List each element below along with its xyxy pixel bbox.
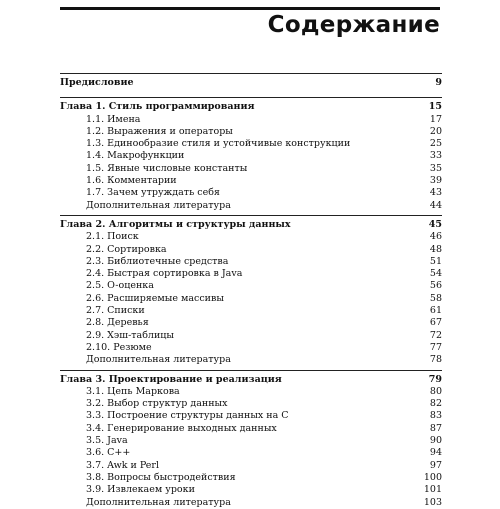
toc-entry-label: 2.5. O-оценка	[86, 280, 154, 292]
toc-entry-page: 77	[429, 341, 442, 353]
toc-entry-page: 45	[428, 218, 442, 230]
toc-entry-label: 2.9. Хэш-таблицы	[86, 329, 174, 341]
toc-entry-label: 1.2. Выражения и операторы	[86, 125, 233, 137]
toc-entry-label: 3.4. Генерирование выходных данных	[86, 422, 277, 434]
toc-item	[60, 330, 442, 342]
toc-entry-label: 2.4. Быстрая сортировка в Java	[86, 268, 243, 280]
toc-entry-label: Дополнительная литература	[86, 199, 231, 211]
toc-item	[60, 410, 442, 422]
toc-entry-label: 3.8. Вопросы быстродействия	[86, 471, 236, 483]
toc-item	[60, 244, 442, 256]
toc-entry-label: 3.7. Awk и Perl	[86, 459, 160, 471]
toc-entry-page: 103	[423, 496, 442, 508]
toc-entry-label: Глава 3. Проектирование и реализация	[60, 373, 282, 385]
toc-chapter-1	[60, 101, 442, 113]
toc-entry-page: 56	[429, 280, 442, 292]
toc-entry-label: 2.10. Резюме	[86, 341, 152, 353]
toc-item	[60, 423, 442, 435]
toc-item	[60, 138, 442, 150]
toc-entry-label: Глава 2. Алгоритмы и структуры данных	[60, 218, 291, 230]
top-rule	[60, 7, 440, 10]
toc-entry-page: 9	[435, 77, 442, 88]
toc-entry-page: 39	[429, 175, 442, 187]
toc-item	[60, 354, 442, 366]
toc-entry-page: 48	[429, 243, 442, 255]
toc-entry-label: Дополнительная литература	[86, 496, 231, 508]
toc-item	[60, 256, 442, 268]
toc-entry-page: 35	[429, 162, 442, 174]
toc-item	[60, 200, 442, 212]
toc-entry-page: 58	[429, 292, 442, 304]
toc-entry-label: 2.8. Деревья	[86, 317, 149, 329]
toc-item	[60, 472, 442, 484]
toc-entry-label: 1.1. Имена	[86, 113, 141, 125]
toc-entry-label: 3.1. Цепь Маркова	[86, 385, 180, 397]
toc-entry-page: 97	[429, 459, 442, 471]
toc-entry-page: 82	[429, 398, 442, 410]
toc-entry-label: Дополнительная литература	[86, 354, 231, 366]
toc-entry-page: 25	[429, 138, 442, 150]
divider	[60, 370, 442, 371]
toc-preface	[60, 77, 442, 89]
toc-entry-label: 3.9. Извлекаем уроки	[86, 484, 195, 496]
toc-item	[60, 386, 442, 398]
toc-entry-label: 1.5. Явные числовые константы	[86, 162, 248, 174]
toc-item	[60, 447, 442, 459]
toc-entry-page: 67	[429, 317, 442, 329]
toc-item	[60, 280, 442, 292]
toc-entry-page: 20	[429, 125, 442, 137]
toc-entry-page: 44	[429, 199, 442, 211]
toc-entry-page: 72	[429, 329, 442, 341]
toc-entry-label: 1.7. Зачем утруждать себя	[86, 187, 220, 199]
toc-item	[60, 342, 442, 354]
toc-entry-label: 2.1. Поиск	[86, 231, 139, 243]
divider	[60, 97, 442, 98]
toc-entry-page: 46	[429, 231, 442, 243]
toc-entry-page: 100	[423, 471, 442, 483]
toc-entry-label: 2.2. Сортировка	[86, 243, 167, 255]
toc-entry-label: 2.3. Библиотечные средства	[86, 255, 229, 267]
toc-chapter-3	[60, 374, 442, 386]
toc-entry-label: 1.3. Единообразие стиля и устойчивые конструкции	[86, 138, 351, 150]
toc-entry-label: 3.3. Построение структуры данных на C	[86, 410, 289, 422]
toc-entry-page: 15	[428, 101, 442, 113]
toc-item	[60, 126, 442, 138]
page-title: Содержание	[267, 12, 440, 38]
toc-entry-page: 83	[429, 410, 442, 422]
toc-entry-page: 80	[429, 385, 442, 397]
divider	[60, 73, 442, 74]
toc-entry-page: 87	[429, 422, 442, 434]
toc-entry-page: 90	[429, 435, 442, 447]
toc-entry-page: 61	[429, 305, 442, 317]
toc-entry-page: 78	[429, 354, 442, 366]
toc-entry-label: 2.6. Расширяемые массивы	[86, 292, 224, 304]
toc-item	[60, 497, 442, 509]
toc-entry-page: 51	[429, 255, 442, 267]
toc-item	[60, 305, 442, 317]
toc-entry-page: 54	[429, 268, 442, 280]
toc-item	[60, 293, 442, 305]
toc-item	[60, 484, 442, 496]
toc-item	[60, 317, 442, 329]
toc-entry-label: 2.7. Списки	[86, 305, 145, 317]
table-of-contents	[60, 70, 442, 509]
toc-item	[60, 231, 442, 243]
toc-entry-page: 43	[429, 187, 442, 199]
toc-entry-label: 3.6. C++	[86, 447, 131, 459]
toc-item	[60, 163, 442, 175]
toc-item	[60, 398, 442, 410]
toc-item	[60, 268, 442, 280]
toc-item	[60, 114, 442, 126]
toc-item	[60, 187, 442, 199]
toc-entry-label: 3.2. Выбор структур данных	[86, 398, 228, 410]
toc-entry-label: 3.5. Java	[86, 435, 128, 447]
toc-entry-label: 1.6. Комментарии	[86, 175, 177, 187]
toc-entry-page: 33	[429, 150, 442, 162]
toc-entry-label: Предисловие	[60, 77, 134, 88]
toc-entry-label: Глава 1. Стиль программирования	[60, 101, 255, 113]
toc-item	[60, 435, 442, 447]
toc-entry-page: 79	[428, 373, 442, 385]
toc-entry-page: 101	[423, 484, 442, 496]
toc-item	[60, 460, 442, 472]
toc-entry-page: 94	[429, 447, 442, 459]
divider	[60, 215, 442, 216]
toc-item	[60, 175, 442, 187]
toc-chapter-2	[60, 219, 442, 231]
toc-entry-page: 17	[429, 113, 442, 125]
toc-entry-label: 1.4. Макрофункции	[86, 150, 185, 162]
toc-item	[60, 150, 442, 162]
